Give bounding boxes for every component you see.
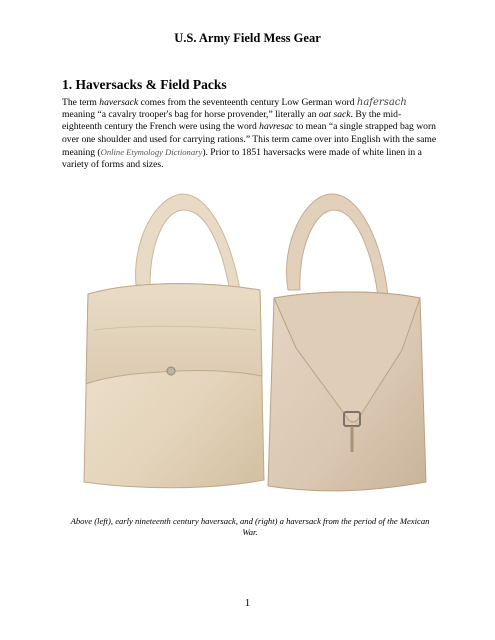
button-icon: [167, 367, 175, 375]
text-run: ). Prior to 1851 haversacks were made of white linen in a variety of forms and sizes.: [62, 146, 422, 171]
text-run: comes from the seventeenth century Low German word: [138, 97, 357, 108]
term-haversack: haversack: [99, 97, 139, 108]
right-haversack: [268, 194, 426, 491]
text-run: meaning “a cavalry trooper's bag for horse provender,” literally an: [62, 109, 319, 121]
term-oat-sack: oat sack: [318, 109, 351, 121]
source-citation: Online Etymology Dictionary: [100, 146, 203, 157]
left-haversack: [84, 194, 264, 488]
text-run: The term: [62, 97, 100, 108]
section-title: 1. Haversacks & Field Packs: [62, 77, 227, 92]
page-number: 1: [244, 597, 251, 609]
page-header: U.S. Army Field Mess Gear: [174, 31, 321, 45]
text-run: to mean “a single strapped bag worn over one shoulder and used for carrying rations.” This term came over into English with the same meaning (: [62, 121, 437, 158]
body-paragraph: [62, 97, 438, 171]
term-havresac: havresac: [259, 121, 294, 133]
figure-caption: Above (left), early nineteenth century haversack, and (right) a haversack from the period of the Mexican War.: [70, 516, 430, 537]
text-run: . By the mid-eighteenth century the French were using the word: [62, 109, 402, 133]
haversacks-photo: [70, 180, 440, 510]
term-habersack: hafersach: [356, 97, 407, 108]
